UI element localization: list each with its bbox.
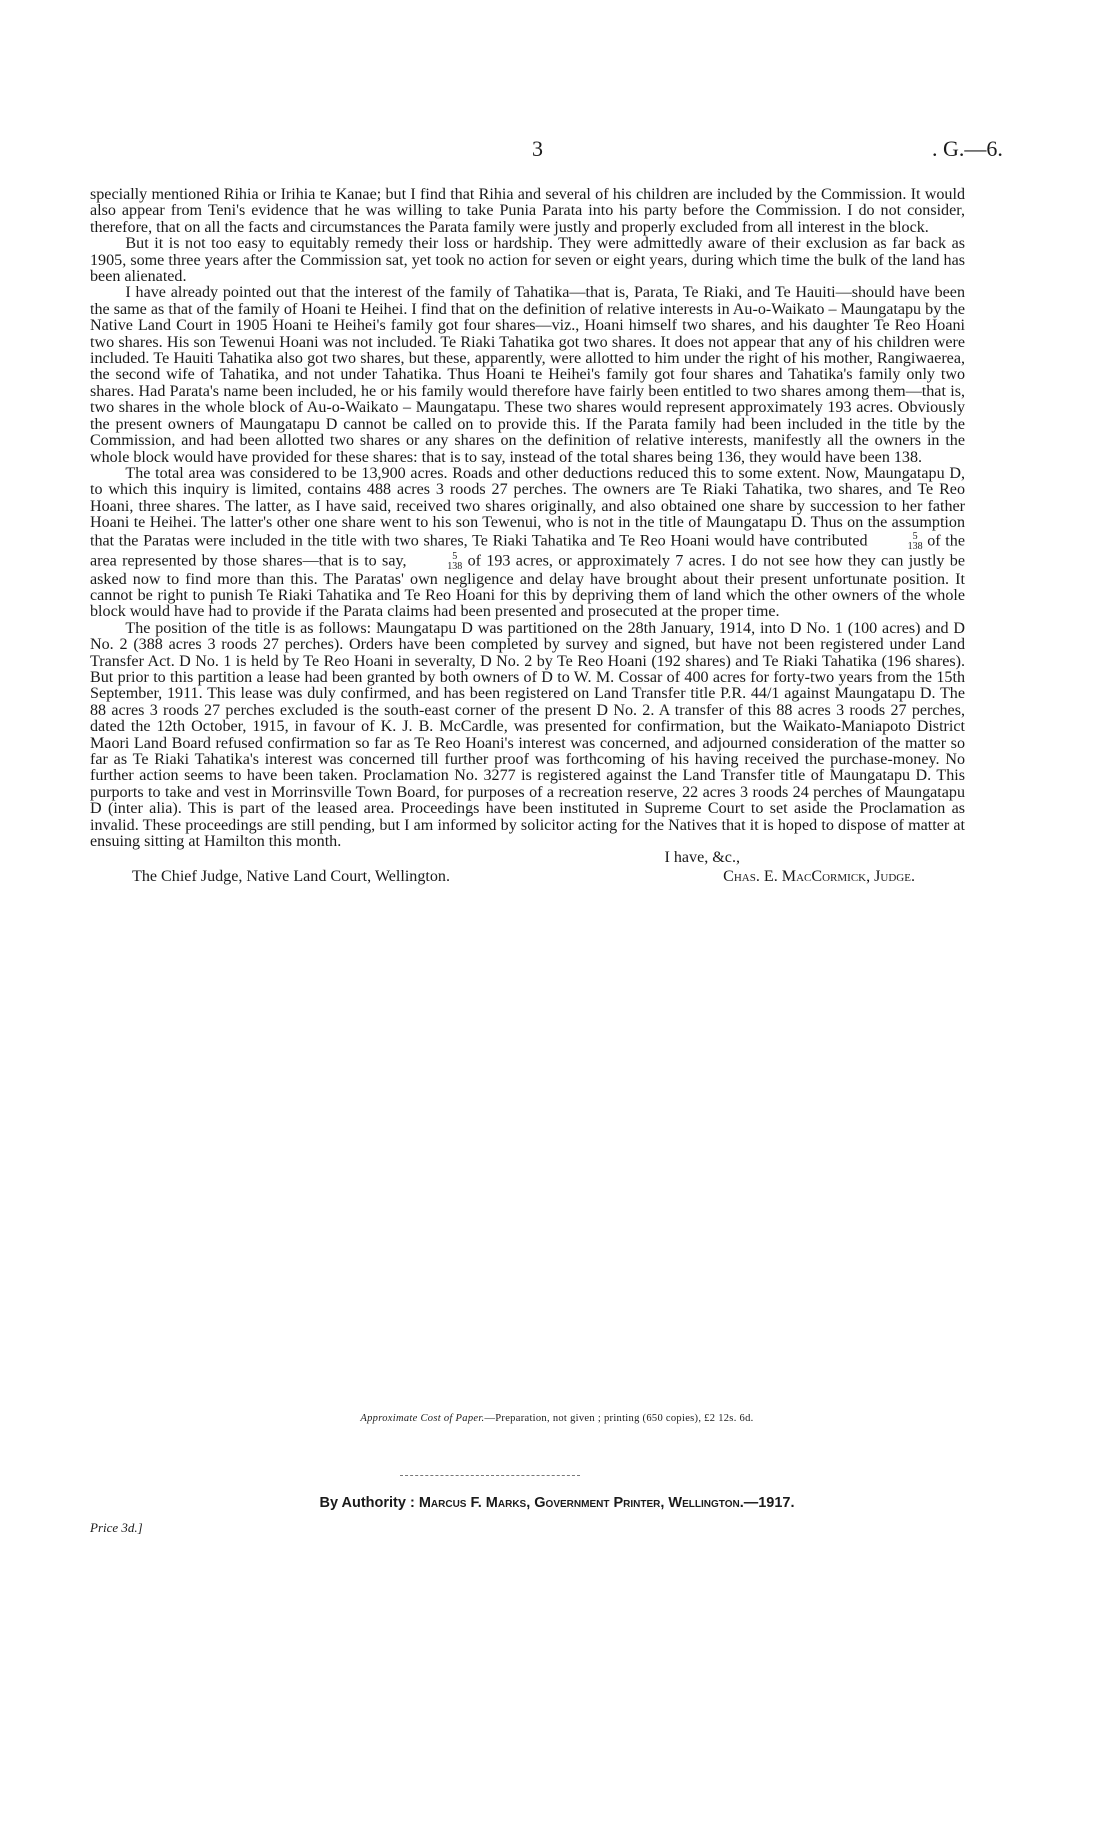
- page-header: [0, 136, 1114, 166]
- cost-text: —Preparation, not given ; printing (650 copies), £2 12s. 6d.: [484, 1413, 754, 1424]
- salutation: I have, &c.,: [664, 849, 740, 867]
- page-number: 3: [532, 136, 543, 161]
- signature-row: [90, 869, 965, 885]
- fraction-numerator: 5: [452, 550, 458, 562]
- paragraph-5: The position of the title is as follows: Maungatapu D was partitioned on the 28th January, 1914, into D No. 1 (100 acres) and D No. 2 (388 acres 3 roods 27 perches). Orders have been completed by survey and signed, but have not been registered under Land Transfer Act. D No. 1 is held by Te Reo Hoani in severalty, D No. 2 by Te Reo Hoani (192 shares) and Te Riaki Tahatika (196 shares). But prior to this partition a lease had been granted by both owners of D to W. M. Cossar of 400 acres for forty-two years from the 15th September, 1911. This lease was duly confirmed, and has been registered on Land Transfer title P.R. 44/1 against Maungatapu D. The 88 acres 3 roods 27 perches excluded is the south-east corner of the present D No. 2. A transfer of this 88 acres 3 roods 27 perches, dated the 12th October, 1915, in favour of K. J. B. McCardle, was presented for confirmation, but the Waikato-Maniapoto District Maori Land Board refused confirmation so far as Te Reo Hoani's interest was concerned, and adjourned consideration of the matter so far as Te Riaki Tahatika's interest was concerned till further proof was forthcoming of his having received the purchase-money. No further action seems to have been taken. Proclamation No. 3277 is registered against the Land Transfer title of Maungatapu D. This purports to take and vest in Morrinsville Town Board, for purposes of a recreation reserve, 22 acres 3 roods 24 perches of Maungatapu D (inter alia). This is part of the leased area. Proceedings have been instituted in Supreme Court to set aside the Proclamation as invalid. These proceedings are still pending, but I am informed by solicitor acting for the Natives that it is hoped to dispose of matter at ensuing sitting at Hamilton this month.: [90, 619, 965, 851]
- paragraph-2: But it is not too easy to equitably remedy their loss or hardship. They were admittedly aware of their exclusion as far back as 1905, some three years after the Commission sat, yet took no action for seven or eight years, during which time the bulk of the land has been alienated.: [90, 235, 965, 286]
- paragraph-3: I have already pointed out that the interest of the family of Tahatika—that is, Parata, Te Riaki, and Te Hauiti—should have been the same as that of the family of Hoani te Heihei. I find that on the definition of relative interests in Au-o-Waikato – Maungatapu by the Native Land Court in 1905 Hoani te Heihei's family got four shares—viz., Hoani himself two shares, and his daughter Te Reo Hoani two shares. His son Tewenui Hoani was not included. Te Riaki Tahatika got two shares. It does not appear that any of his children were included. Te Hauiti Tahatika also got two shares, but these, apparently, were allotted to him under the right of his mother, Rangiwaerea, the second wife of Tahatika, and not under Tahatika. Thus Hoani te Heihei's family got four shares and Tahatika's family only two shares. Had Parata's name been included, he or his family would therefore have fairly been entitled to two shares among them—that is, two shares in the whole block of Au-o-Waikato – Maungatapu. These two shares would represent approximately 193 acres. Obviously the present owners of Maungatapu D cannot be called on to provide this. If the Parata family had been included in the title by the Commission, and had been allotted two shares or any shares on the definition of relative interests, manifestly all the owners in the whole block would have provided for these shares: that is to say, instead of the total shares being 136, they would have been 138.: [90, 284, 965, 466]
- cost-of-paper-note: [0, 1413, 1114, 1424]
- divider: [400, 1475, 580, 1476]
- fraction: [412, 552, 462, 572]
- paragraph-4: [90, 466, 965, 621]
- fraction: [872, 532, 922, 552]
- fraction-denominator: 138: [907, 540, 923, 552]
- signature: Chas. E. MacCormick, Judge.: [723, 867, 915, 885]
- cost-label: Approximate Cost of Paper.: [360, 1413, 485, 1424]
- paragraph-4-part-a: The total area was considered to be 13,900 acres. Roads and other deductions reduced this to some extent. Now, Maungatapu D, to which this inquiry is limited, contains 488 acres 3 roods 27 perches. The owners are Te Riaki Tahatika, two shares, and Te Reo Hoani, three shares. The latter, as I have said, received two shares originally, and also obtained one share by succession to her father Hoani te Heihei. The latter's other one share went to his son Tewenui, who is not in the title of Maungatapu D. Thus on the assumption that the Paratas were included in the title with two shares, Te Riaki Tahatika and Te Reo Hoani would have contributed: [90, 464, 965, 550]
- printer-name: Marcus F. Marks, Government Printer, Wellington.—1917.: [418, 1495, 795, 1511]
- fraction-numerator: 5: [912, 530, 918, 542]
- paragraph-4-part-b: of the area represented by those shares—that is to say,: [90, 532, 965, 570]
- letter-body: [90, 187, 965, 885]
- authority-prefix: By Authority :: [319, 1495, 415, 1511]
- document-reference: . G.—6.: [932, 136, 1003, 161]
- price-note: Price 3d.]: [90, 1520, 143, 1535]
- printer-authority: [0, 1495, 1114, 1511]
- paragraph-1: specially mentioned Rihia or Irihia te Kanae; but I find that Rihia and several of his children are included by the Commission. It would also appear from Teni's evidence that he was willing to take Punia Parata into his party before the Commission. I do not consider, therefore, that on all the facts and circumstances the Parata family were justly and properly excluded from all interest in the block.: [90, 186, 965, 236]
- paragraph-4-part-c: of 193 acres, or approximately 7 acres. I do not see how they can justly be asked now to find more than this. The Paratas' own negligence and delay have brought about their present unfortunate position. It cannot be right to punish Te Riaki Tahatika and Te Reo Hoani for this by depriving them of land which the other owners of the whole block would have had to provide if the Parata claims had been presented and prosecuted at the proper time.: [90, 552, 965, 621]
- addressee: The Chief Judge, Native Land Court, Wellington.: [132, 867, 450, 885]
- fraction-denominator: 138: [447, 560, 463, 572]
